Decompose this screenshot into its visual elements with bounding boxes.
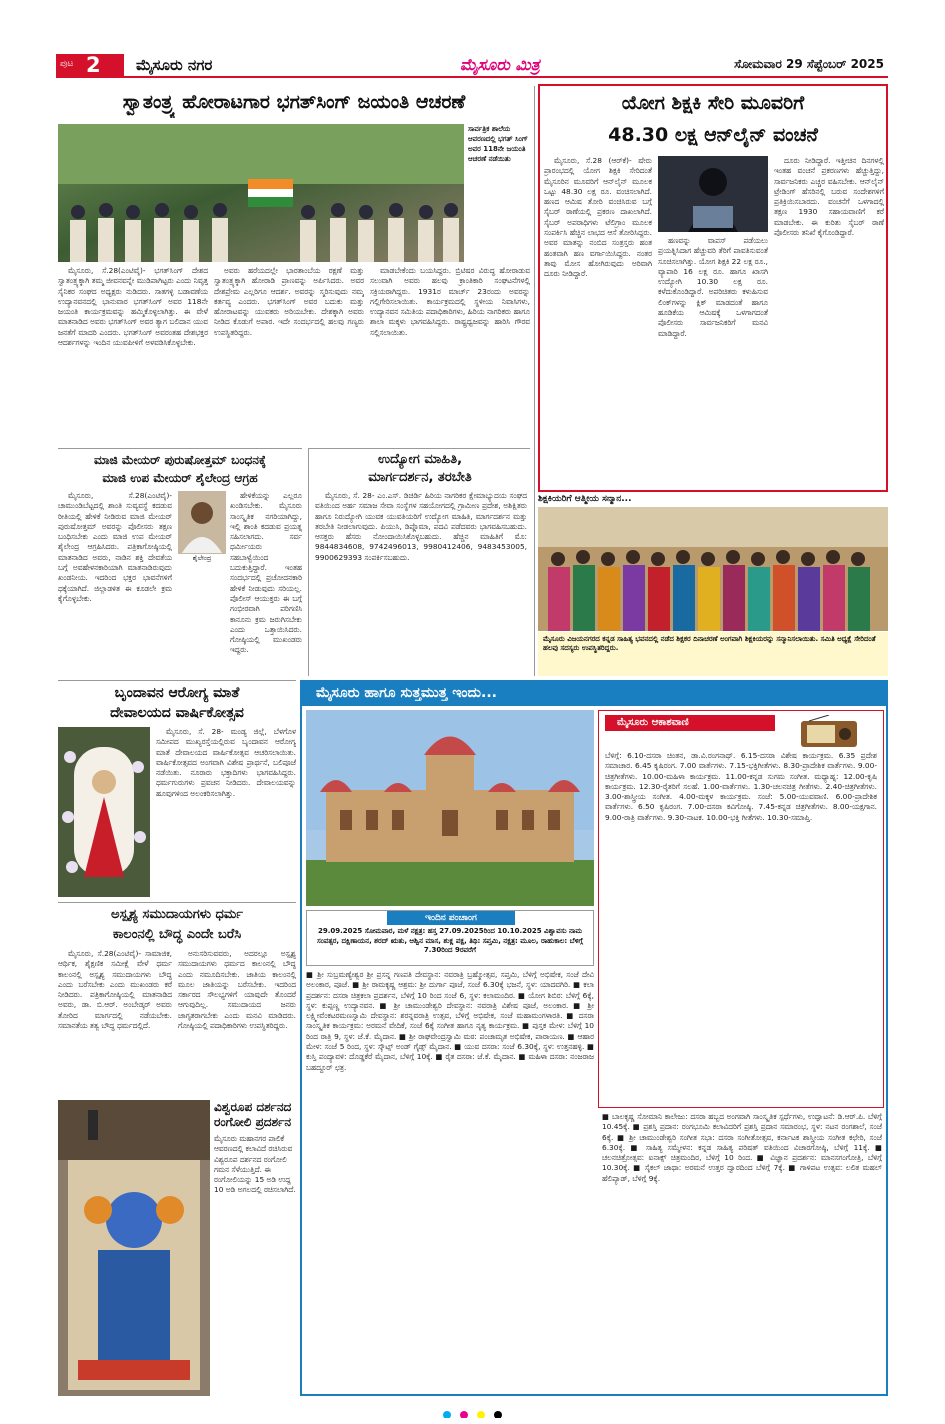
- udyoga-headline-1: ಉದ್ಯೋಗ ಮಾಹಿತಿ,: [377, 452, 463, 467]
- teacher-heading: ಶಿಕ್ಷಕಿಯರಿಗೆ ಆತ್ಮೀಯ ಸನ್ಮಾನ...: [538, 494, 632, 504]
- yoga-body-text-3: ದೂರು ನೀಡಿದ್ದಾರೆ. ಇತ್ತೀಚಿನ ದಿನಗಳಲ್ಲಿ ಇಂತಹ ವಂಚನೆ ಪ್ರಕರಣಗಳು ಹೆಚ್ಚುತ್ತಿದ್ದು, ಸಾರ್ವಜನಿಕರು ಎಚ್ಚರ ವಹಿಸಬೇಕು. ಆನ್‌ಲೈನ್ ಟ್ರೇಡಿಂಗ್ ಹೆಸರಿನಲ್ಲಿ ಬರುವ ಸಂದೇಶಗಳಿಗೆ ಪ್ರತಿಕ್ರಿಯಿಸಬಾರದು. ವಂಚನೆಗೆ ಒಳಗಾದಲ್ಲಿ ತಕ್ಷಣ 1930 ಸಹಾಯವಾಣಿಗೆ ಕರೆ ಮಾಡಬೇಕು. ಈ ಕುರಿತು ಸೈಬರ್ ಠಾಣೆ ಪೊಲೀಸರು ತನಿಖೆ ಕೈಗೊಂಡಿದ್ದಾರೆ.: [774, 156, 884, 238]
- ashprushya-body-text-2: ಅನುಸರಿಸುವವರು, ಅದರಲ್ಲೂ ಅಸ್ಪೃಶ್ಯ ಸಮುದಾಯಗಳು ಧರ್ಮದ ಕಾಲಂನಲ್ಲಿ ಬೌದ್ಧ ಎಂದು ನಮೂದಿಸಬೇಕು. ಜಾತಿಯ ಕಾಲಂನಲ್ಲಿ ಮೂಲ ಜಾತಿಯನ್ನು ಬರೆಸಬೇಕು. ಇದರಿಂದ ಸರ್ಕಾರದ ಸೌಲಭ್ಯಗಳಿಗೆ ಯಾವುದೇ ತೊಂದರೆ ಆಗುವುದಿಲ್ಲ. ಸಮುದಾಯದ ಜನರು ಜಾಗೃತರಾಗಬೇಕು ಎಂದು ಮನವಿ ಮಾಡಿದರು. ಗೋಷ್ಠಿಯಲ್ಲಿ ಪದಾಧಿಕಾರಿಗಳು ಉಪಸ್ಥಿತರಿದ್ದರು.: [178, 949, 296, 1031]
- brindavan-body: [156, 727, 296, 897]
- yoga-story-box: [538, 84, 888, 492]
- today-bottom-events: ■ ಬಾಲಕೃಷ್ಣ ಸೋಮಾನಿ ಕಾಲೇಜು: ದಸರಾ ಹಬ್ಬದ ಅಂಗವಾಗಿ ಸಾಂಸ್ಕೃತಿಕ ಸ್ಪರ್ಧೆಗಳು, ಉದ್ಘಾಟನೆ: ಡಿ.ಆರ್.ಪಿ. ಬೆಳಿಗ್ಗೆ 10.45ಕ್ಕೆ. ■ ಪ್ರಶಸ್ತಿ ಪ್ರದಾನ: ರಂಗಭೂಮಿ ಕಲಾವಿದರಿಗೆ ಪ್ರಶಸ್ತಿ ಪ್ರದಾನ ಸಮಾರಂಭ, ಸ್ಥಳ: ನಟನ ರಂಗಶಾಲೆ, ಸಂಜೆ 6ಕ್ಕೆ. ■ ಶ್ರೀ ಚಾಮುಂಡೇಶ್ವರಿ ಸಂಗೀತ ಸಭಾ: ದಸರಾ ಸಂಗೀತೋತ್ಸವ, ಕರ್ನಾಟಕ ಶಾಸ್ತ್ರೀಯ ಸಂಗೀತ ಕಛೇರಿ, ಸಂಜೆ 6.30ಕ್ಕೆ. ■ ಸಾಹಿತ್ಯ ಸಮ್ಮೇಳನ: ಕನ್ನಡ ಸಾಹಿತ್ಯ ಪರಿಷತ್ ವತಿಯಿಂದ ವಿಚಾರಗೋಷ್ಠಿ, ಬೆಳಿಗ್ಗೆ 11ಕ್ಕೆ. ■ ಚಲನಚಿತ್ರೋತ್ಸವ: ಐನಾಕ್ಸ್ ಚಿತ್ರಮಂದಿರ, ಬೆಳಿಗ್ಗೆ 10 ರಿಂದ. ■ ವಿಜ್ಞಾನ ಪ್ರದರ್ಶನ: ಮಾನಸಗಂಗೋತ್ರಿ, ಬೆಳಿಗ್ಗೆ 10.30ಕ್ಕೆ. ■ ಸೈಕಲ್ ಜಾಥಾ: ಅರಮನೆ ಉತ್ತರ ದ್ವಾರದಿಂದ ಬೆಳಿಗ್ಗೆ 7ಕ್ಕೆ. ■ ಗಾಳಿಪಟ ಉತ್ಸವ: ಲಲಿತ ಮಹಲ್ ಹೆಲಿಪ್ಯಾಡ್, ಬೆಳಿಗ್ಗೆ 9ಕ್ಕೆ.: [602, 1112, 882, 1183]
- black-mark-icon: [494, 1411, 502, 1418]
- rangoli-headline: ವಿಶ್ವರೂಪ ದರ್ಶನದ ರಂಗೋಲಿ ಪ್ರದರ್ಶನ: [214, 1100, 292, 1129]
- bhagat-body-col-2: [214, 266, 364, 446]
- mayor-headline-1: ಮಾಜಿ ಮೇಯರ್ ಪುರುಷೋತ್ತಮ್ ಬಂಧನಕ್ಕೆ: [94, 453, 266, 467]
- brindavan-headline-2: ದೇವಾಲಯದ ವಾರ್ಷಿಕೋತ್ಸವ: [110, 705, 244, 721]
- ashprushya-body-col-1: [58, 949, 172, 1099]
- masthead-logo: ಮೈಸೂರು ಮಿತ್ರ: [460, 55, 540, 74]
- yoga-body-text-2: ಹಣವನ್ನು ವಾಪಸ್ ಪಡೆಯಲು ಪ್ರಯತ್ನಿಸಿದಾಗ ಹೆಚ್ಚುವರಿ ತೆರಿಗೆ ಪಾವತಿಸುವಂತೆ ಸೂಚಿಸಲಾಗಿತ್ತು. ಯೋಗ ಶಿಕ್ಷಕಿ 22 ಲಕ್ಷ ರೂ., ವ್ಯಾಪಾರಿ 16 ಲಕ್ಷ ರೂ. ಹಾಗೂ ಖಾಸಗಿ ಉದ್ಯೋಗಿ 10.30 ಲಕ್ಷ ರೂ. ಕಳೆದುಕೊಂಡಿದ್ದಾರೆ. ಅಪರಿಚಿತರು ಕಳುಹಿಸುವ ಲಿಂಕ್‌ಗಳನ್ನು ಕ್ಲಿಕ್ ಮಾಡದಂತೆ ಹಾಗೂ ಹೂಡಿಕೆಯ ಆಮಿಷಕ್ಕೆ ಒಳಗಾಗದಂತೆ ಪೊಲೀಸರು ಸಾರ್ವಜನಿಕರಿಗೆ ಮನವಿ ಮಾಡಿದ್ದಾರೆ.: [658, 236, 768, 338]
- mayor-story: [58, 448, 302, 676]
- rangoli-graphic: [58, 1100, 210, 1396]
- panchanga-title: ಇಂದಿನ ಪಂಚಾಂಗ: [425, 913, 477, 923]
- page-label: ಪುಟ: [60, 59, 74, 69]
- radio-title-bar: [605, 715, 775, 731]
- radio-icon: [799, 715, 859, 749]
- ashprushya-body-col-2: [178, 949, 296, 1099]
- section-name: ಮೈಸೂರು ನಗರ: [136, 56, 213, 74]
- column-rule: [534, 86, 535, 676]
- group-photo-graphic: [538, 507, 888, 631]
- panchanga-title-bar: [387, 911, 515, 925]
- bhagat-body-col-3: [370, 266, 530, 446]
- shrine-graphic: [58, 727, 150, 897]
- yoga-body-col-2: [658, 236, 768, 488]
- teacher-honour: [538, 494, 888, 676]
- group-photo-graphic: [58, 124, 464, 262]
- radio-box: [598, 710, 884, 1108]
- ashprushya-headline-2: ಕಾಲಂನಲ್ಲಿ ಬೌದ್ಧ ಎಂದೇ ಬರೆಸಿ: [112, 927, 242, 942]
- bhagat-photo-caption: ಸಾರ್ವತ್ರಿಕ ಶಾಲೆಯ ಆವರಣದಲ್ಲಿ ಭಗತ್ ಸಿಂಗ್ ಅವರ 118ನೇ ಜಯಂತಿ ಆಚರಣೆ ನಡೆಯಿತು: [468, 125, 528, 163]
- udyoga-story: [308, 448, 530, 676]
- magenta-mark-icon: [460, 1411, 468, 1418]
- yellow-mark-icon: [477, 1411, 485, 1418]
- print-registration-marks: [0, 1404, 945, 1418]
- today-events: ■ ಶ್ರೀ ಸುಬ್ರಮಣ್ಯೇಶ್ವರ ಶ್ರೀ ಪ್ರಸನ್ನ ಗಣಪತಿ ದೇವಸ್ಥಾನ: ನವರಾತ್ರಿ ಬ್ರಹ್ಮೋತ್ಸವ, ಸಪ್ತಮಿ, ಬೆಳಿಗ್ಗೆ ಅಭಿಷೇಕ, ಸಂಜೆ ದೇವಿ ಅಲಂಕಾರ, ಪೂಜೆ. ■ ಶ್ರೀ ರಾಮಕೃಷ್ಣ ಆಶ್ರಮ: ಶ್ರೀ ದುರ್ಗಾ ಪೂಜೆ, ಸಂಜೆ 6.30ಕ್ಕೆ ಭಜನೆ, ಸ್ಥಳ: ಯಾದವಗಿರಿ. ■ ಕಲಾ ಪ್ರದರ್ಶನ: ದಸರಾ ಚಿತ್ರಕಲಾ ಪ್ರದರ್ಶನ, ಬೆಳಿಗ್ಗೆ 10 ರಿಂದ ಸಂಜೆ 6, ಸ್ಥಳ: ಕಲಾಮಂದಿರ. ■ ಯೋಗ ಶಿಬಿರ: ಬೆಳಿಗ್ಗೆ 6ಕ್ಕೆ, ಸ್ಥಳ: ಕುಪ್ಪಣ್ಣ ಉದ್ಯಾನವನ. ■ ಶ್ರೀ ಚಾಮುಂಡೇಶ್ವರಿ ದೇವಸ್ಥಾನ: ನವರಾತ್ರಿ ವಿಶೇಷ ಪೂಜೆ, ಅಲಂಕಾರ. ■ ಶ್ರೀ ಲಕ್ಷ್ಮೀವೆಂಕಟರಮಣಸ್ವಾಮಿ ದೇವಸ್ಥಾನ: ಶರನ್ನವರಾತ್ರಿ ಉತ್ಸವ, ಬೆಳಿಗ್ಗೆ ಅಭಿಷೇಕ, ಸಂಜೆ ಮಹಾಮಂಗಳಾರತಿ. ■ ದಸರಾ ಸಾಂಸ್ಕೃತಿಕ ಕಾರ್ಯಕ್ರಮ: ಅರಮನೆ ವೇದಿಕೆ, ಸಂಜೆ 6ಕ್ಕೆ ಸಂಗೀತ ಹಾಗೂ ನೃತ್ಯ ಕಾರ್ಯಕ್ರಮ. ■ ಪುಸ್ತಕ ಮೇಳ: ಬೆಳಿಗ್ಗೆ 10 ರಿಂದ ರಾತ್ರಿ 9, ಸ್ಥಳ: ಜೆ.ಕೆ. ಮೈದಾನ. ■ ಶ್ರೀ ರಾಘವೇಂದ್ರಸ್ವಾಮಿ ಮಠ: ಪಂಚಾಮೃತ ಅಭಿಷೇಕ, ಪಾರಾಯಣ. ■ ಆಹಾರ ಮೇಳ: ಸಂಜೆ 5 ರಿಂದ, ಸ್ಥಳ: ಸ್ಕೌಟ್ಸ್ ಅಂಡ್ ಗೈಡ್ಸ್ ಮೈದಾನ. ■ ಯುವ ದಸರಾ: ಸಂಜೆ 6.30ಕ್ಕೆ, ಸ್ಥಳ: ಉತ್ತನಹಳ್ಳಿ. ■ ಕುಸ್ತಿ ಪಂದ್ಯಾವಳಿ: ದೊಡ್ಡಕೆರೆ ಮೈದಾನ, ಬೆಳಿಗ್ಗೆ 10ಕ್ಕೆ. ■ ರೈತ ದಸರಾ: ಜೆ.ಕೆ. ಮೈದಾನ. ■ ಮಹಿಳಾ ದಸರಾ: ನಂಜರಾಜ ಬಹದ್ದೂರ್ ಛತ್ರ.: [306, 970, 594, 1072]
- brindavan-body-text: ಮೈಸೂರು, ಸೆ. 28- ಮಂಡ್ಯ ಜಿಲ್ಲೆ, ಬೆಳಗೊಳ ಸಮೀಪದ ಮುಖ್ಯರಸ್ತೆಯಲ್ಲಿರುವ ಬೃಂದಾವನ ಆರೋಗ್ಯ ಮಾತೆ ದೇವಾಲಯದ ವಾರ್ಷಿಕೋತ್ಸವ ಆಚರಿಸಲಾಯಿತು. ವಾರ್ಷಿಕೋತ್ಸವದ ಅಂಗವಾಗಿ ವಿಶೇಷ ಪ್ರಾರ್ಥನೆ, ಬಲಿಪೂಜೆ ನಡೆಯಿತು. ನೂರಾರು ಭಕ್ತಾದಿಗಳು ಭಾಗವಹಿಸಿದ್ದರು. ಧರ್ಮಗುರುಗಳು ಪ್ರವಚನ ನೀಡಿದರು. ದೇವಾಲಯವನ್ನು ಹೂವುಗಳಿಂದ ಅಲಂಕರಿಸಲಾಗಿತ್ತು.: [156, 727, 296, 798]
- bhagat-photo: [58, 124, 464, 262]
- udyoga-body-text: ಮೈಸೂರು, ಸೆ. 28- ಎಂ.ಎಸ್. ಡಿಚಿರ್ಡಿ ಹಿರಿಯ ನಾಗರಿಕರ ಕ್ಷೇಮಾಭ್ಯುದಯ ಸಂಘದ ವತಿಯಿಂದ ಅರ್ಹ ಸಮಾಜ ಸೇವಾ ಸಂಸ್ಥೆಗಳ ಸಹಯೋಗದಲ್ಲಿ ಗ್ರಾಮೀಣ ಪ್ರದೇಶ, ಅಶಿಕ್ಷಿತರು ಹಾಗೂ ನಿರುದ್ಯೋಗಿ ಯುವಕ ಯುವತಿಯರಿಗೆ ಉದ್ಯೋಗ ಮಾಹಿತಿ, ಮಾರ್ಗದರ್ಶನ ಮತ್ತು ತರಬೇತಿ ನೀಡಲಾಗುವುದು. ಪಿಯುಸಿ, ಡಿಪ್ಲೊಮಾ, ಪದವಿ ಪಡೆದವರು ಭಾಗವಹಿಸಬಹುದು. ಆಸಕ್ತರು ಹೆಸರು ನೋಂದಾಯಿಸಿಕೊಳ್ಳಬಹುದು. ಹೆಚ್ಚಿನ ಮಾಹಿತಿಗೆ ಮೊ: 9844834608, 9742496013, 9980412406, 9483453005, 9900629393 ಸಂಪರ್ಕಿಸಬಹುದು.: [315, 491, 527, 562]
- bhagat-body-text-3: ಮಾಡಬೇಕೆಂದು ಬಯಸಿದ್ದರು. ಬ್ರಿಟಿಷರ ವಿರುದ್ಧ ಹೋರಾಡುವ ಸಲುವಾಗಿ ಅವರು ಹಲವು ಕ್ರಾಂತಿಕಾರಿ ಸಂಘಟನೆಗಳಲ್ಲಿ ಸಕ್ರಿಯರಾಗಿದ್ದರು. 1931ರ ಮಾರ್ಚ್ 23ರಂದು ಅವರನ್ನು ಗಲ್ಲಿಗೇರಿಸಲಾಯಿತು. ಕಾರ್ಯಕ್ರಮದಲ್ಲಿ ಸ್ಥಳೀಯ ನಿವಾಸಿಗಳು, ಉದ್ಯಾನವನ ಸಮಿತಿಯ ಪದಾಧಿಕಾರಿಗಳು, ಹಿರಿಯ ನಾಗರಿಕರು ಹಾಗೂ ಶಾಲಾ ಮಕ್ಕಳು ಭಾಗವಹಿಸಿದ್ದರು. ರಾಷ್ಟ್ರಧ್ವಜವನ್ನು ಹಾರಿಸಿ ಗೌರವ ಸಲ್ಲಿಸಲಾಯಿತು.: [370, 266, 530, 337]
- ashprushya-body-text-1: ಮೈಸೂರು, ಸೆ.28(ಎಂಟಿವೈ)- ಸಾಮಾಜಿಕ, ಆರ್ಥಿಕ, ಶೈಕ್ಷಣಿಕ ಸಮೀಕ್ಷೆ ವೇಳೆ ಧರ್ಮ ಕಾಲಂನಲ್ಲಿ ಅಸ್ಪೃಶ್ಯ ಸಮುದಾಯಗಳು ಬೌದ್ಧ ಎಂದು ಬರೆಸಬೇಕು ಎಂದು ಮುಖಂಡರು ಕರೆ ನೀಡಿದರು. ಪತ್ರಿಕಾಗೋಷ್ಠಿಯಲ್ಲಿ ಮಾತನಾಡಿದ ಅವರು, ಡಾ. ಬಿ.ಆರ್. ಅಂಬೇಡ್ಕರ್ ಅವರು ತೋರಿದ ಮಾರ್ಗದಲ್ಲಿ ನಡೆಯಬೇಕು. ಸಮಾನತೆಯ ತತ್ವ ಬೌದ್ಧ ಧರ್ಮದಲ್ಲಿದೆ.: [58, 949, 172, 1031]
- yoga-body-col-3: [774, 156, 884, 488]
- today-banner-text: ಮೈಸೂರು ಹಾಗೂ ಸುತ್ತಮುತ್ತ ಇಂದು...: [316, 685, 497, 701]
- hacker-illustration: [658, 156, 768, 232]
- hacker-icon: [658, 156, 768, 232]
- shrine-photo: [58, 727, 150, 897]
- radio-title: ಮೈಸೂರು ಆಕಾಶವಾಣಿ: [617, 717, 689, 728]
- rangoli-body: ಮೈಸೂರು ಮಹಾನಗರ ಪಾಲಿಕೆ ಆವರಣದಲ್ಲಿ ಕಲಾವಿದೆ ರಚಿಸಿರುವ ವಿಶ್ವರೂಪ ದರ್ಶನದ ರಂಗೋಲಿ ಗಮನ ಸೆಳೆಯುತ್ತಿದೆ. ಈ ರಂಗೋಲಿಯನ್ನು 15 ಅಡಿ ಉದ್ದ 10 ಅಡಿ ಅಗಲದಲ್ಲಿ ರಚಿಸಲಾಗಿದೆ.: [214, 1134, 296, 1195]
- mayor-body-col-2: [230, 491, 302, 675]
- udyoga-headline-2: ಮಾರ್ಗದರ್ಶನ, ತರಬೇತಿ: [368, 470, 472, 485]
- mayor-portrait: [178, 491, 226, 563]
- yoga-headline-2: 48.30 ಲಕ್ಷ ಆನ್‌ಲೈನ್ ವಂಚನೆ: [608, 124, 818, 146]
- bhagat-body-text-2: ಅವರು ಹರೆಯದಲ್ಲೇ ಭಾರತಾಂಬೆಯ ರಕ್ಷಣೆ ಮತ್ತು ಸ್ವಾತಂತ್ರ್ಯಕ್ಕಾಗಿ ಹೋರಾಡಿ ಪ್ರಾಣವನ್ನು ಅರ್ಪಿಸಿದರು. ಅವರ ದೇಶಪ್ರೇಮ ಎಲ್ಲರಿಗೂ ಆದರ್ಶ. ಅವರನ್ನು ಸ್ಮರಿಸುವುದು ನಮ್ಮ ಕರ್ತವ್ಯ ಎಂದರು. ಭಗತ್‌ಸಿಂಗ್ ಅವರ ಬದುಕು ಮತ್ತು ಹೋರಾಟವನ್ನು ಯುವಕರು ಅರಿಯಬೇಕು. ದೇಶಕ್ಕಾಗಿ ಅವರು ನೀಡಿದ ಕೊಡುಗೆ ಅಪಾರ. ಇದೇ ಸಂದರ್ಭದಲ್ಲಿ ಹಲವು ಗಣ್ಯರು ಉಪಸ್ಥಿತರಿದ್ದರು.: [214, 266, 364, 337]
- bhagat-body-text-1: ಮೈಸೂರು, ಸೆ.28(ಎಂಟಿವೈ)- ಭಗತ್‌ಸಿಂಗ್ ದೇಶದ ಸ್ವಾತಂತ್ರ್ಯಕ್ಕಾಗಿ ತಮ್ಮ ಜೀವನವನ್ನೇ ಮುಡಿಪಾಗಿಟ್ಟರು ಎಂದು ನಿವೃತ್ತ ಸೈನಿಕರ ಸಂಘದ ಅಧ್ಯಕ್ಷರು ನುಡಿದರು. ಸಾತಗಳ್ಳಿ ಬಡಾವಣೆಯ ಉದ್ಯಾನವನದಲ್ಲಿ ಭಾನುವಾರ ಭಗತ್‌ಸಿಂಗ್ ಅವರ 118ನೇ ಜಯಂತಿ ಕಾರ್ಯಕ್ರಮವನ್ನು ಹಮ್ಮಿಕೊಳ್ಳಲಾಗಿತ್ತು. ಈ ವೇಳೆ ಮಾತನಾಡಿದ ಅವರು ಭಗತ್‌ಸಿಂಗ್ ಅವರ ತ್ಯಾಗ ಬಲಿದಾನ ಯುವ ಜನತೆಗೆ ಮಾದರಿ ಎಂದರು. ಭಗತ್‌ಸಿಂಗ್ ಅವರಂತಹ ದೇಶಭಕ್ತರ ಆದರ್ಶಗಳನ್ನು ಇಂದಿನ ಯುವಪೀಳಿಗೆ ಅಳವಡಿಸಿಕೊಳ್ಳಬೇಕು.: [58, 266, 208, 348]
- yoga-headline-1: ಯೋಗ ಶಿಕ್ಷಕಿ ಸೇರಿ ಮೂವರಿಗೆ: [621, 92, 805, 114]
- panchanga-text: 29.09.2025 ಸೋಮವಾರ, ಮಳೆ ನಕ್ಷತ್ರ: ಹಸ್ತ 27.09.2025ರಿಂದ 10.10.2025 ವಿಶ್ವಾವಸು ನಾಮ ಸಂವತ್ಸರ, ದಕ್ಷಿಣಾಯನ, ಶರದ್ ಋತು, ಆಶ್ವಿನ ಮಾಸ, ಶುಕ್ಲ ಪಕ್ಷ, ತಿಥಿ: ಸಪ್ತಮಿ, ನಕ್ಷತ್ರ: ಮೂಲ, ರಾಹುಕಾಲ: ಬೆಳಿಗ್ಗೆ 7.30ರಿಂದ 9ರವರೆಗೆ: [317, 927, 583, 954]
- page-number: 2: [86, 54, 101, 76]
- yoga-body-text-1: ಮೈಸೂರು, ಸೆ.28 (ಆರ್‌ಕೆ)- ಷೇರು ಪ್ರಾರಂಭದಲ್ಲಿ ಯೋಗ ಶಿಕ್ಷಕಿ ಸೇರಿದಂತೆ ಮೈಸೂರಿನ ಮೂವರಿಗೆ ಆನ್‌ಲೈನ್ ಮೂಲಕ ಒಟ್ಟು 48.30 ಲಕ್ಷ ರೂ. ವಂಚಿಸಲಾಗಿದೆ. ಹಣದ ಆಮಿಷ ತೋರಿ ವಂಚಿಸಿರುವ ಬಗ್ಗೆ ಸೈಬರ್ ಠಾಣೆಯಲ್ಲಿ ಪ್ರಕರಣ ದಾಖಲಾಗಿದೆ. ಸೈಬರ್ ಅಪರಾಧಿಗಳು ಟೆಲಿಗ್ರಾಂ ಮೂಲಕ ಸಂಪರ್ಕಿಸಿ ಹೆಚ್ಚಿನ ಲಾಭದ ಆಸೆ ತೋರಿಸಿದ್ದರು. ಅವರ ಮಾತನ್ನು ನಂಬಿದ ಸಂತ್ರಸ್ತರು ಹಂತ ಹಂತವಾಗಿ ಹಣ ವರ್ಗಾಯಿಸಿದ್ದರು. ನಂತರ ತಾವು ಮೋಸ ಹೋಗಿರುವುದು ಅರಿವಾಗಿ ದೂರು ನೀಡಿದ್ದಾರೆ.: [544, 156, 652, 279]
- mayor-headline-2: ಮಾಜಿ ಉಪ ಮೇಯರ್ ಶೈಲೇಂದ್ರ ಆಗ್ರಹ: [102, 471, 258, 485]
- mayor-body-col-1: [58, 491, 172, 675]
- page-header: [56, 54, 888, 78]
- portrait-icon: [178, 491, 226, 553]
- portrait-caption: ಶೈಲೇಂದ್ರ: [178, 554, 226, 563]
- brindavan-headline-1: ಬೃಂದಾವನ ಆರೋಗ್ಯ ಮಾತೆ: [114, 685, 240, 701]
- rangoli-photo: [58, 1100, 210, 1396]
- brindavan-story: [58, 680, 296, 898]
- panchanga-box: [306, 910, 594, 966]
- palace-photo: [306, 710, 594, 906]
- mayor-body-text-2: ಹೇಳಿಕೆಯನ್ನು ಎಲ್ಲರೂ ಖಂಡಿಸಬೇಕು. ಮೈಸೂರು ಸಾಂಸ್ಕೃತಿಕ ನಗರಿಯಾಗಿದ್ದು, ಇಲ್ಲಿ ಶಾಂತಿ ಕದಡುವ ಪ್ರಯತ್ನ ಸಹಿಸಲಾಗದು. ಸರ್ವ ಧರ್ಮೀಯರು ಸಹಬಾಳ್ವೆಯಿಂದ ಬದುಕುತ್ತಿದ್ದಾರೆ. ಇಂತಹ ಸಂದರ್ಭದಲ್ಲಿ ಪ್ರಚೋದನಕಾರಿ ಹೇಳಿಕೆ ನೀಡುವುದು ಸರಿಯಲ್ಲ. ಪೊಲೀಸ್ ಆಯುಕ್ತರು ಈ ಬಗ್ಗೆ ಗಂಭೀರವಾಗಿ ಪರಿಗಣಿಸಿ ಕಾನೂನು ಕ್ರಮ ಜರುಗಿಸಬೇಕು ಎಂದು ಒತ್ತಾಯಿಸಿದರು. ಗೋಷ್ಠಿಯಲ್ಲಿ ಮುಖಂಡರು ಇದ್ದರು.: [230, 491, 302, 655]
- ashprushya-headline-1: ಅಸ್ಪೃಶ್ಯ ಸಮುದಾಯಗಳು ಧರ್ಮ: [111, 907, 243, 922]
- teacher-caption: ಮೈಸೂರು ವಿಜಯನಗರದ ಕನ್ನಡ ಸಾಹಿತ್ಯ ಭವನದಲ್ಲಿ ನಡೆದ ಶಿಕ್ಷಕರ ದಿನಾಚರಣೆ ಅಂಗವಾಗಿ ಶಿಕ್ಷಕಿಯರನ್ನು ಸನ್ಮಾನಿಸಲಾಯಿತು. ಸಮಿತಿ ಅಧ್ಯಕ್ಷೆ ಸೇರಿದಂತೆ ಹಲವು ಸದಸ್ಯರು ಉಪಸ್ಥಿತರಿದ್ದರು.: [538, 632, 888, 676]
- yoga-body-col-1: [544, 156, 652, 488]
- udyoga-body: [315, 491, 527, 675]
- rangoli-text: [214, 1100, 296, 1396]
- today-section: [300, 680, 888, 1396]
- page-number-box: [56, 54, 124, 76]
- palace-graphic: [306, 710, 594, 906]
- teacher-photo: [538, 507, 888, 631]
- bhagat-body-col-1: [58, 266, 208, 446]
- radio-schedule: ಬೆಳಿಗ್ಗೆ: 6.10-ದಸರಾ ಚಿಂತನ, ಡಾ.ವಿ.ರಂಗನಾಥ್. 6.15-ದಸರಾ ವಿಶೇಷ ಕಾರ್ಯಕ್ರಮ. 6.35 ಪ್ರದೇಶ ಸಮಾಚಾರ. 6.45 ಕೃಷಿರಂಗ. 7.00 ವಾರ್ತೆಗಳು. 7.15-ಭಕ್ತಿಗೀತೆಗಳು. 8.30-ಪ್ರಾದೇಶಿಕ ವಾರ್ತೆಗಳು. 9.00-ಚಿತ್ರಗೀತೆಗಳು. 10.00-ಮಹಿಳಾ ಕಾರ್ಯಕ್ರಮ. 11.00-ಕನ್ನಡ ಸುಗಮ ಸಂಗೀತ. ಮಧ್ಯಾಹ್ನ: 12.00-ಕೃಷಿ ಕಾರ್ಯಕ್ರಮ. 12.30-ರೈತರಿಗೆ ಸಲಹೆ. 1.00-ವಾರ್ತೆಗಳು. 1.30-ಚಲನಚಿತ್ರ ಗೀತೆಗಳು. 2.40-ಚಿತ್ರಗೀತೆಗಳು. 3.00-ಶಾಸ್ತ್ರೀಯ ಸಂಗೀತ. 4.00-ಮಕ್ಕಳ ಕಾರ್ಯಕ್ರಮ. ಸಂಜೆ: 5.00-ಯುವವಾಣಿ. 6.00-ಪ್ರಾದೇಶಿಕ ವಾರ್ತೆಗಳು. 6.50 ಕೃಷಿರಂಗ. 7.00-ದಸರಾ ಕವಿಗೋಷ್ಠಿ. 7.45-ಕನ್ನಡ ಚಿತ್ರಗೀತೆಗಳು. 8.00-ಯಕ್ಷಗಾನ. 9.00-ರಾತ್ರಿ ವಾರ್ತೆಗಳು. 9.30-ನಾಟಕ. 10.00-ಭಕ್ತಿ ಗೀತೆಗಳು. 10.30-ಸಮಾಪ್ತಿ.: [605, 751, 877, 822]
- cyan-mark-icon: [443, 1411, 451, 1418]
- mayor-body-text-1: ಮೈಸೂರು, ಸೆ.28(ಎಂಟಿವೈ)- ಚಾಮುಂಡಿಬೆಟ್ಟದಲ್ಲಿ ಶಾಂತಿ ಸುವ್ಯವಸ್ಥೆ ಕದಡುವ ರೀತಿಯಲ್ಲಿ ಹೇಳಿಕೆ ನೀಡಿರುವ ಮಾಜಿ ಮೇಯರ್ ಪುರುಷೋತ್ತಮ್ ಅವರನ್ನು ಪೊಲೀಸರು ತಕ್ಷಣ ಬಂಧಿಸಬೇಕು ಎಂದು ಮಾಜಿ ಉಪ ಮೇಯರ್ ಶೈಲೇಂದ್ರ ಆಗ್ರಹಿಸಿದರು. ಪತ್ರಿಕಾಗೋಷ್ಠಿಯಲ್ಲಿ ಮಾತನಾಡಿದ ಅವರು, ನಾಡಿನ ಶಕ್ತಿ ದೇವತೆಯ ಬಗ್ಗೆ ಅವಹೇಳನಕಾರಿಯಾಗಿ ಮಾತನಾಡಿರುವುದು ಖಂಡನೀಯ. ಇದರಿಂದ ಭಕ್ತರ ಭಾವನೆಗಳಿಗೆ ಧಕ್ಕೆಯಾಗಿದೆ. ಜಿಲ್ಲಾಡಳಿತ ಈ ಕೂಡಲೇ ಕ್ರಮ ಕೈಗೊಳ್ಳಬೇಕು.: [58, 491, 172, 603]
- issue-date: ಸೋಮವಾರ 29 ಸೆಪ್ಟೆಂಬರ್ 2025: [734, 57, 884, 71]
- bhagat-headline: ಸ್ವಾತಂತ್ರ್ಯ ಹೋರಾಟಗಾರ ಭಗತ್‌ಸಿಂಗ್ ಜಯಂತಿ ಆಚರಣೆ: [122, 91, 466, 113]
- today-banner: [302, 682, 886, 706]
